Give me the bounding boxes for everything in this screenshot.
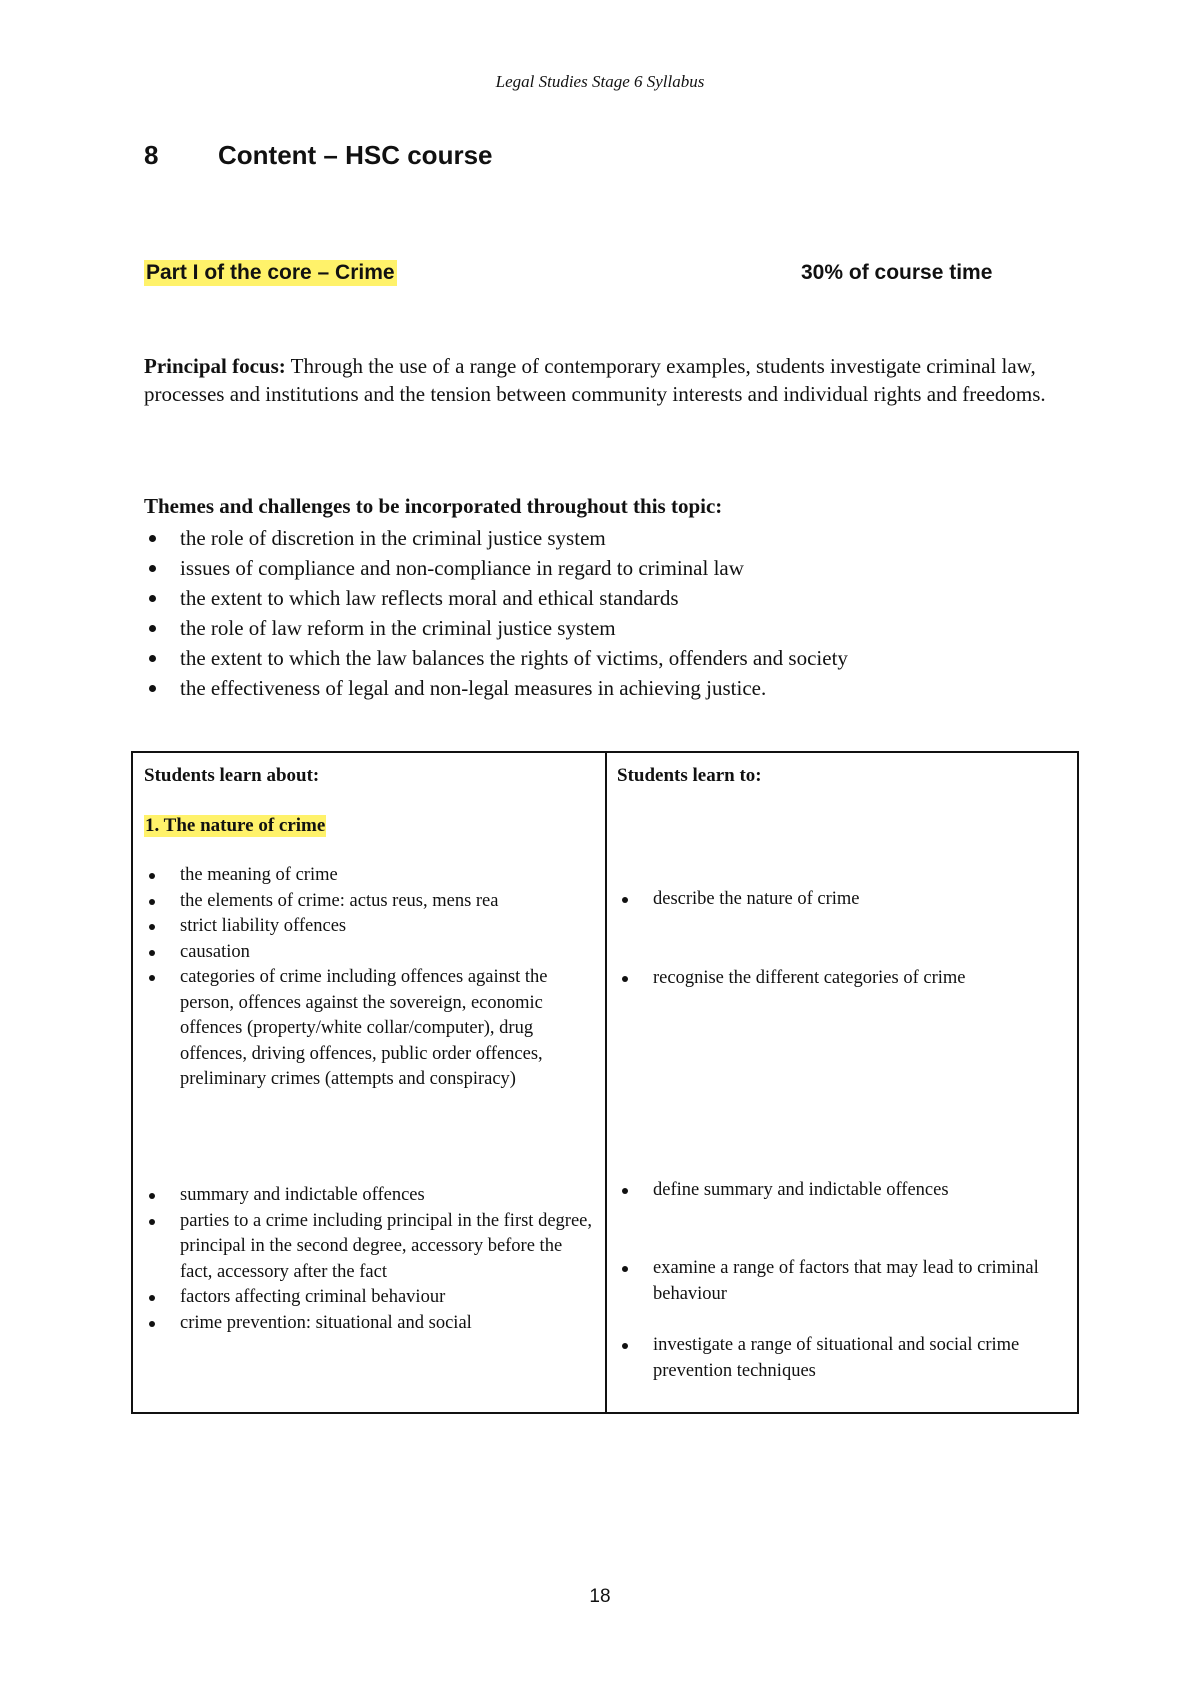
page-number: 18 [589,1586,611,1607]
list-item: the elements of crime: actus reus, mens rea [144,889,594,915]
list-item: the role of discretion in the criminal justice system [144,523,848,553]
part-heading: Part I of the core – Crime [146,261,395,284]
list-item: the effectiveness of legal and non-legal measures in achieving justice. [144,673,848,703]
list-item: categories of crime including offences against the person, offences against the sovereign, economic offences (property/white collar/computer), drug offences, driving offences, public order offences, preliminary crimes (attempts and conspiracy) [144,965,594,1093]
themes-heading: Themes and challenges to be incorporated throughout this topic: [144,494,723,518]
learn-to-column [617,753,1057,1412]
list-item: the extent to which law reflects moral and ethical standards [144,583,848,613]
list-item: factors affecting criminal behaviour [144,1285,594,1311]
principal-focus [144,352,1074,408]
list-item: issues of compliance and non-compliance in regard to criminal law [144,553,848,583]
column-divider [605,753,607,1412]
list-item: describe the nature of crime [617,887,1057,913]
content-table [131,751,1079,1414]
running-header: Legal Studies Stage 6 Syllabus [495,72,705,91]
topic-subheading: 1. The nature of crime [145,815,326,836]
list-item: strict liability offences [144,914,594,940]
list-item: crime prevention: situational and social [144,1311,594,1337]
section-number: 8 [144,140,159,170]
list-item: investigate a range of situational and social crime prevention techniques [617,1333,1057,1384]
learn-about-list-2 [144,1183,594,1336]
principal-focus-text: Through the use of a range of contemporary examples, students investigate criminal law, processes and institutions and the tension between community interests and individual rights and freedoms. [144,354,1046,406]
list-item: the meaning of crime [144,863,594,889]
list-item: parties to a crime including principal in the first degree, principal in the second degree, accessory before the fact, accessory after the fact [144,1209,594,1286]
learn-about-heading: Students learn about: [144,765,320,786]
learn-about-column [144,753,594,1412]
list-item: recognise the different categories of crime [617,966,1057,992]
principal-focus-label: Principal focus: [144,354,286,378]
course-time: 30% of course time [801,261,993,284]
section-heading [144,140,493,171]
themes-list [144,523,848,703]
list-item: the extent to which the law balances the rights of victims, offenders and society [144,643,848,673]
list-item: the role of law reform in the criminal justice system [144,613,848,643]
list-item: examine a range of factors that may lead to criminal behaviour [617,1256,1057,1307]
list-item: causation [144,940,594,966]
learn-to-heading: Students learn to: [617,765,762,786]
section-title: Content – HSC course [218,140,493,170]
learn-about-list-1 [144,863,594,1093]
list-item: summary and indictable offences [144,1183,594,1209]
list-item: define summary and indictable offences [617,1178,1057,1204]
